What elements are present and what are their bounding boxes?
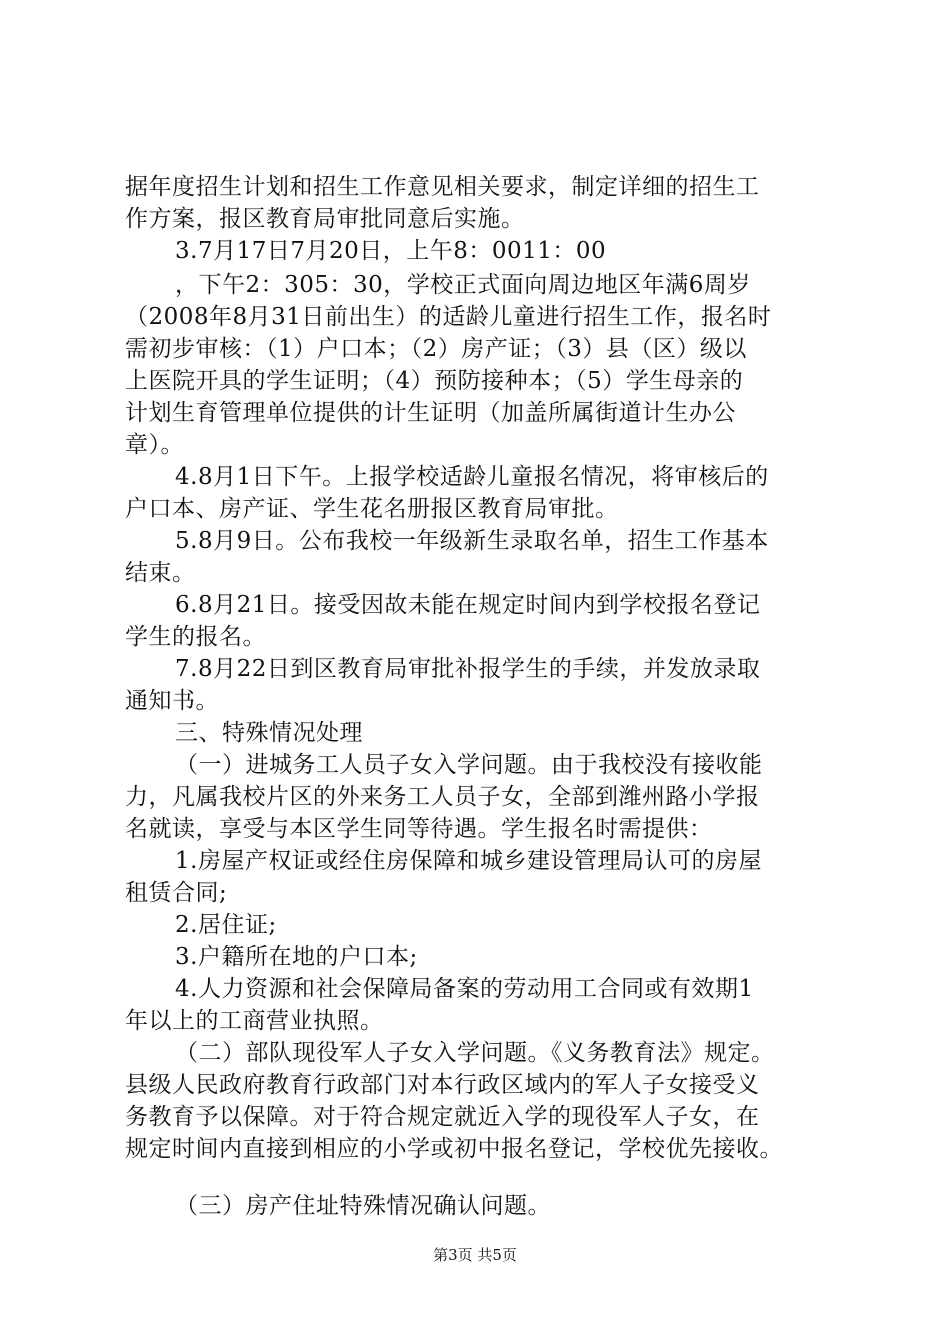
text-line: 通知书。: [125, 688, 219, 714]
text-line: 5.8月9日。公布我校一年级新生录取名单，招生工作基本: [175, 528, 769, 554]
text-line: 4.8月1日下午。上报学校适龄儿童报名情况，将审核后的: [175, 464, 769, 490]
text-line: 2.居住证;: [175, 912, 277, 938]
text-line: 6.8月21日。接受因故未能在规定时间内到学校报名登记: [175, 592, 761, 618]
text-line: 力，凡属我校片区的外来务工人员子女，全部到潍州路小学报: [125, 784, 760, 810]
text-line: 1.房屋产权证或经住房保障和城乡建设管理局认可的房屋: [175, 848, 762, 874]
text-line: 务教育予以保障。对于符合规定就近入学的现役军人子女，在: [125, 1104, 760, 1130]
text-line: 需初步审核：（1）户口本；（2）房产证；（3）县（区）级以: [125, 336, 747, 362]
text-line: 县级人民政府教育行政部门对本行政区域内的军人子女接受义: [125, 1072, 760, 1098]
text-line: （一）进城务工人员子女入学问题。由于我校没有接收能: [175, 752, 763, 778]
text-line: （二）部队现役军人子女入学问题。《义务教育法》规定。: [175, 1040, 775, 1066]
text-line: 租赁合同;: [125, 880, 228, 906]
text-line: 年以上的工商营业执照。: [125, 1008, 384, 1034]
text-line: 3.户籍所在地的户口本;: [175, 944, 418, 970]
text-line: 3.7月17日7月20日，上午8：0011：00: [175, 238, 607, 264]
text-line: （三）房产住址特殊情况确认问题。: [175, 1193, 551, 1219]
text-line: 结束。: [125, 560, 196, 586]
text-line: 规定时间内直接到相应的小学或初中报名登记，学校优先接收。: [125, 1136, 783, 1162]
section-heading: 三、特殊情况处理: [175, 720, 363, 746]
text-line: 据年度招生计划和招生工作意见相关要求，制定详细的招生工: [125, 174, 760, 200]
text-line: ，下午2：305：30，学校正式面向周边地区年满6周岁: [175, 272, 751, 298]
text-line: 7.8月22日到区教育局审批补报学生的手续，并发放录取: [175, 656, 761, 682]
text-line: 学生的报名。: [125, 624, 266, 650]
text-line: 计划生育管理单位提供的计生证明（加盖所属街道计生办公: [125, 400, 736, 426]
text-line: 作方案，报区教育局审批同意后实施。: [125, 206, 525, 232]
text-line: 上医院开具的学生证明；（4）预防接种本；（5）学生母亲的: [125, 368, 744, 394]
text-line: 4.人力资源和社会保障局备案的劳动用工合同或有效期1: [175, 976, 754, 1002]
text-line: （2008年8月31日前出生）的适龄儿童进行招生工作，报名时: [125, 304, 772, 330]
text-line: 户口本、房产证、学生花名册报区教育局审批。: [125, 496, 619, 522]
text-line: 章）。: [125, 432, 184, 458]
text-line: 名就读，享受与本区学生同等待遇。学生报名时需提供：: [125, 816, 713, 842]
page-footer: 第3页 共5页: [433, 1246, 517, 1264]
